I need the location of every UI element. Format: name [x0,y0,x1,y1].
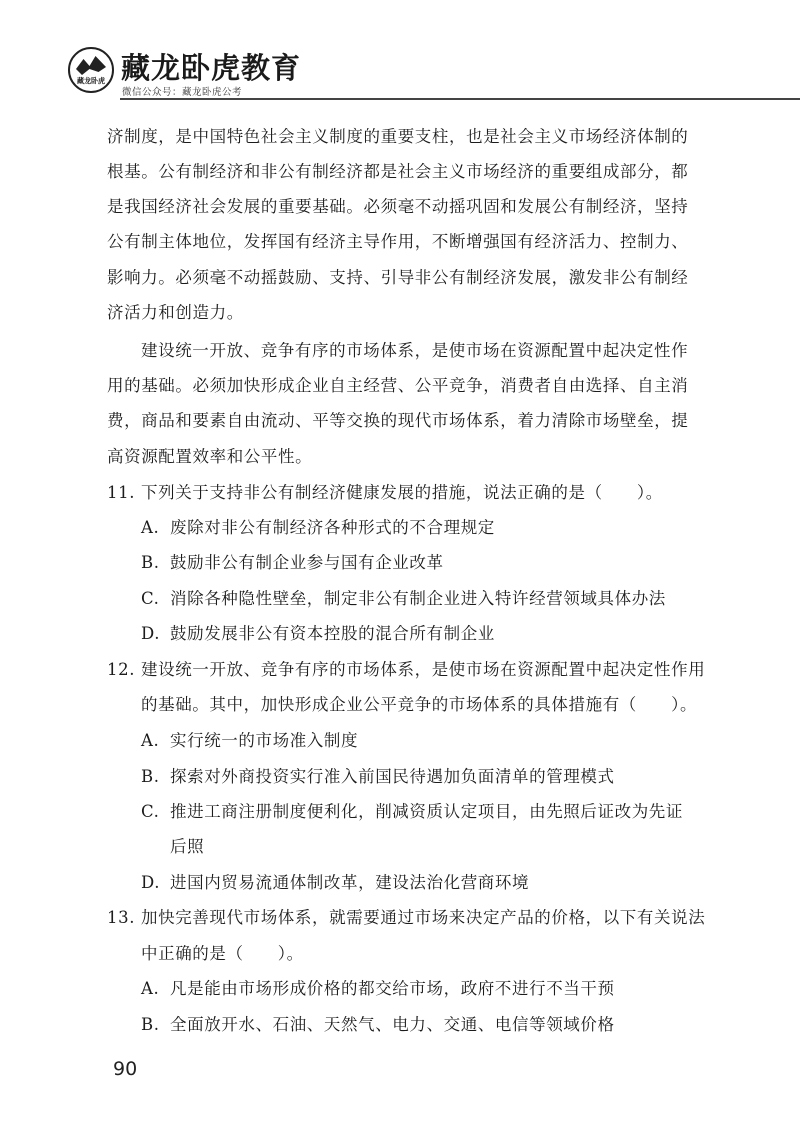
option-text: 探索对外商投资实行准入前国民待遇加负面清单的管理模式 [170,767,615,786]
option-text: 全面放开水、石油、天然气、电力、交通、电信等领域价格 [170,1015,615,1034]
question-stem: 下列关于支持非公有制经济健康发展的措施，说法正确的是（ ）。 [141,483,663,502]
paragraph-line: 济活力和创造力。 [107,303,244,322]
option-letter: B. [141,1015,160,1034]
paragraph-line: 建设统一开放、竞争有序的市场体系，是使市场在资源配置中起决定性作 [141,341,689,360]
option-text: 消除各种隐性壁垒，制定非公有制企业进入特许经营领域具体办法 [170,589,666,608]
brand-subtitle: 微信公众号：藏龙卧虎公考 [122,87,243,98]
option-text: 后照 [170,837,205,856]
question-stem: 的基础。其中，加快形成企业公平竞争的市场体系的具体措施有（ ）。 [141,695,698,714]
option-letter: C. [141,589,160,608]
option-letter: A. [141,518,160,537]
option-letter: B. [141,767,160,786]
option-letter: B. [141,553,160,572]
paragraph-line: 是我国经济社会发展的重要基础。必须毫不动摇巩固和发展公有制经济，坚持 [107,197,689,216]
paragraph-line: 高资源配置效率和公平性。 [107,447,313,466]
option-letter: C. [141,802,160,821]
paragraph-line: 济制度，是中国特色社会主义制度的重要支柱，也是社会主义市场经济体制的 [107,127,689,146]
option-text: 废除对非公有制经济各种形式的不合理规定 [170,518,495,537]
option-text: 进国内贸易流通体制改革，建设法治化营商环境 [170,873,530,892]
option-text: 推进工商注册制度便利化，削减资质认定项目，由先照后证改为先证 [170,802,683,821]
paragraph-line: 根基。公有制经济和非公有制经济都是社会主义市场经济的重要组成部分，都 [107,162,689,181]
option-text: 鼓励非公有制企业参与国有企业改革 [170,553,444,572]
page-number: 90 [113,1058,138,1080]
question-number: 11. [107,483,136,502]
question-stem: 建设统一开放、竞争有序的市场体系，是使市场在资源配置中起决定性作用 [141,660,706,679]
paragraph-line: 公有制主体地位，发挥国有经济主导作用，不断增强国有经济活力、控制力、 [107,232,689,251]
paragraph-line: 用的基础。必须加快形成企业自主经营、公平竞争，消费者自由选择、自主消 [107,376,689,395]
question-number: 13. [107,908,136,927]
option-letter: D. [141,873,161,892]
option-letter: D. [141,624,161,643]
option-letter: A. [141,979,160,998]
logo-caption: 藏龙卧虎 [77,77,105,85]
question-number: 12. [107,660,136,679]
option-text: 实行统一的市场准入制度 [170,731,359,750]
paragraph-line: 费，商品和要素自由流动、平等交换的现代市场体系，着力清除市场壁垒，提 [107,411,689,430]
option-letter: A. [141,731,160,750]
option-text: 鼓励发展非公有资本控股的混合所有制企业 [170,624,495,643]
paragraph-line: 影响力。必须毫不动摇鼓励、支持、引导非公有制经济发展，激发非公有制经 [107,268,689,287]
option-text: 凡是能由市场形成价格的都交给市场，政府不进行不当干预 [170,979,615,998]
question-stem: 中正确的是（ ）。 [141,944,304,963]
brand-title: 藏龙卧虎教育 [121,51,302,85]
question-stem: 加快完善现代市场体系，就需要通过市场来决定产品的价格，以下有关说法 [141,908,706,927]
